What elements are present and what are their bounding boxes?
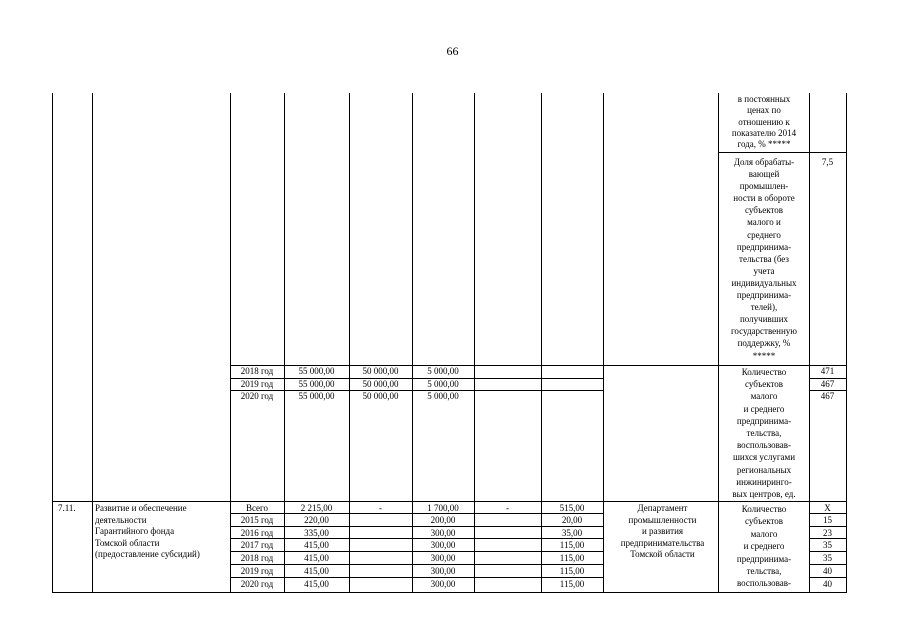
page-number: 66 (446, 44, 459, 58)
amount-cell: 115,00 (559, 566, 585, 576)
amount-cell: 415,00 (304, 566, 329, 576)
activity-name: Развитие и обеспечение деятельности Гарантийного фонда Томской области (предоставление субсидий) (95, 503, 200, 559)
amount-cell: 1 700,00 (427, 503, 459, 513)
item-number: 7.11. (58, 503, 76, 513)
year-cell: 2019 год (240, 566, 274, 576)
target-value: 40 (823, 579, 832, 589)
indicator-text: Доля обрабаты- вающей промышлен- ности в обороте субъектов малого и среднего предпринима- тельства (без учета индивидуальных предпринима- телей), получивших государственную поддержку, % ***** (730, 157, 798, 361)
target-value: 471 (820, 366, 835, 376)
year-cell: 2017 год (240, 540, 274, 550)
target-value: X (824, 503, 831, 513)
amount-cell: 515,00 (559, 503, 585, 513)
amount-cell: 115,00 (559, 579, 585, 589)
amount-cell: 55 000,00 (298, 366, 335, 376)
responsible-department: Департамент промышленности и развития предпринимательства Томской области (620, 503, 705, 559)
indicator-text: в постоянных ценах по отношению к показателю 2014 года, % ***** (731, 94, 797, 150)
year-cell: Всего (245, 503, 269, 513)
program-table (52, 93, 847, 593)
amount-cell: 50 000,00 (362, 366, 399, 376)
col-line (474, 93, 475, 592)
target-value: 467 (820, 391, 835, 401)
amount-cell: 20,00 (561, 515, 583, 525)
amount-cell: 415,00 (304, 553, 329, 563)
amount-cell: - (506, 503, 509, 513)
amount-cell: 415,00 (304, 579, 329, 589)
amount-cell: 300,00 (430, 528, 456, 538)
amount-cell: 300,00 (430, 540, 456, 550)
amount-cell: - (379, 503, 382, 513)
row-line (809, 564, 846, 565)
amount-cell: 5 000,00 (427, 366, 459, 376)
row-line (809, 526, 846, 527)
target-value: 467 (820, 379, 835, 389)
col-line (349, 93, 350, 592)
year-cell: 2018 год (240, 553, 274, 563)
amount-cell: 35,00 (561, 528, 583, 538)
amount-cell: 115,00 (559, 553, 585, 563)
amount-cell: 50 000,00 (362, 379, 399, 389)
amount-cell: 415,00 (304, 540, 329, 550)
target-value: 35 (823, 540, 832, 550)
year-cell: 2020 год (240, 579, 274, 589)
year-cell: 2016 год (240, 528, 274, 538)
amount-cell: 300,00 (430, 566, 456, 576)
row-line (230, 551, 603, 552)
row-line (230, 526, 603, 527)
row-line (718, 152, 846, 153)
row-line (809, 551, 846, 552)
indicator-text: Количество субъектов малого и среднего предпринима- тельства, воспользовав- шихся услугами региональных инжиниринго- вых центров, ед. (732, 367, 796, 500)
amount-cell: 220,00 (304, 515, 329, 525)
row-line (230, 564, 603, 565)
target-value: 35 (823, 553, 832, 563)
amount-cell: 5 000,00 (427, 391, 459, 401)
row-line (230, 577, 603, 578)
target-value: 15 (823, 515, 832, 525)
indicator-text: Количество субъектов малого и среднего предпринима- тельства, воспользовав- (736, 504, 792, 589)
col-line (846, 93, 847, 592)
year-cell: 2018 год (240, 366, 274, 376)
amount-cell: 55 000,00 (298, 391, 335, 401)
amount-cell: 300,00 (430, 579, 456, 589)
col-line (92, 93, 93, 592)
target-value: 40 (823, 566, 832, 576)
row-line (809, 577, 846, 578)
amount-cell: 5 000,00 (427, 379, 459, 389)
year-cell: 2020 год (240, 391, 274, 401)
col-line (603, 93, 604, 592)
amount-cell: 50 000,00 (362, 391, 399, 401)
amount-cell: 300,00 (430, 553, 456, 563)
amount-cell: 115,00 (559, 540, 585, 550)
year-cell: 2019 год (240, 379, 274, 389)
amount-cell: 200,00 (430, 515, 456, 525)
amount-cell: 2 215,00 (300, 503, 333, 513)
target-value: 23 (823, 528, 832, 538)
target-value: 7,5 (821, 157, 834, 167)
amount-cell: 55 000,00 (298, 379, 335, 389)
year-cell: 2015 год (240, 515, 274, 525)
amount-cell: 335,00 (304, 528, 329, 538)
row-line (53, 501, 846, 502)
